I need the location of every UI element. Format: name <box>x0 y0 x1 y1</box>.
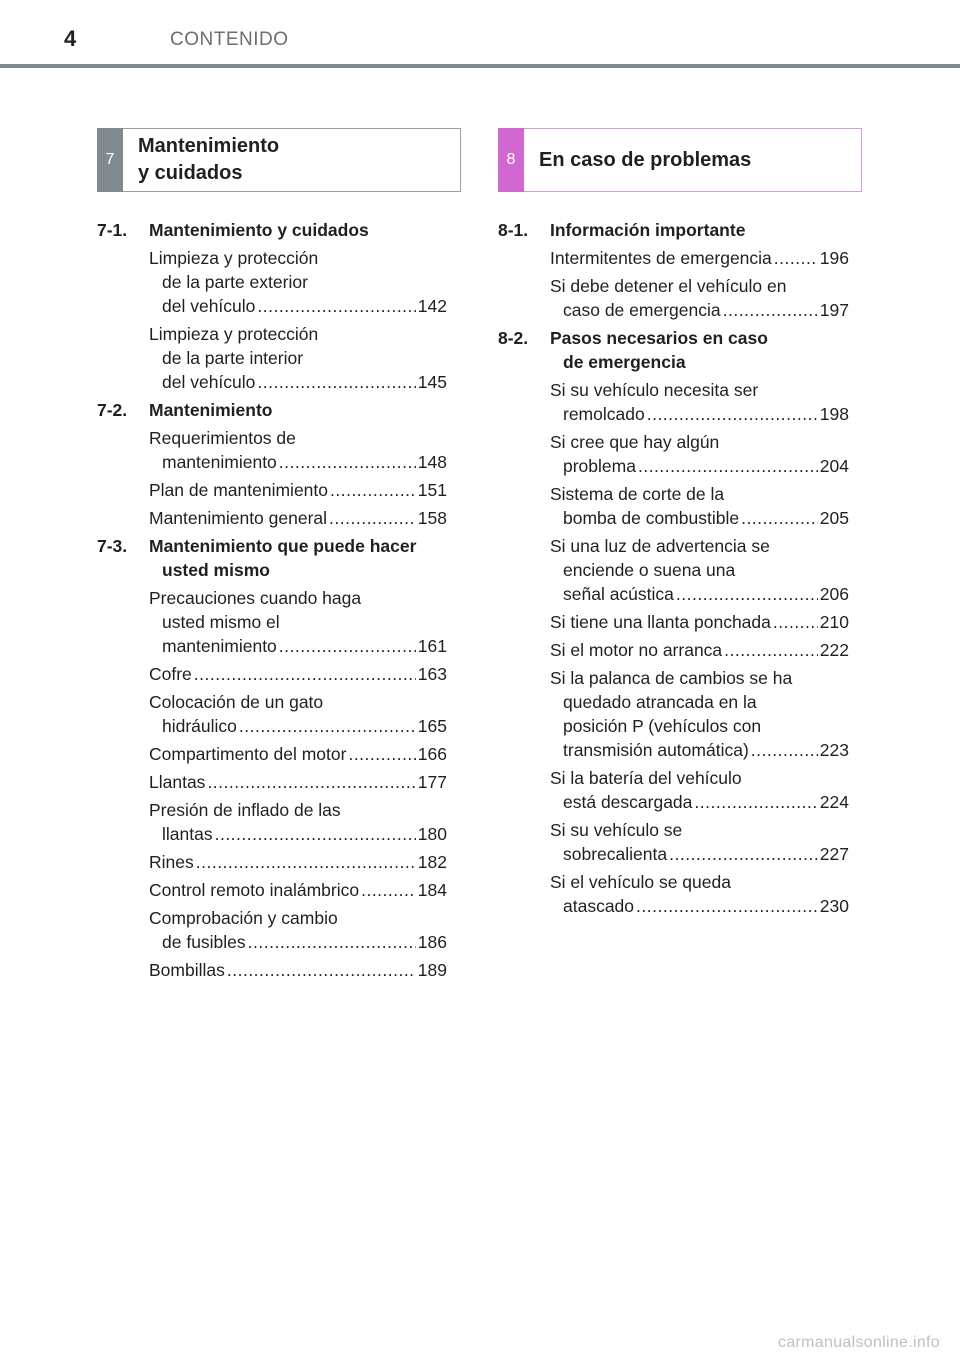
toc-page-number: 151 <box>417 480 447 500</box>
toc-page-number: 197 <box>819 300 849 320</box>
toc-entry-label: del vehículo <box>162 296 256 316</box>
page-number: 4 <box>64 26 77 51</box>
toc-entry-label: Llantas <box>149 772 206 792</box>
toc-entry-label: problema <box>563 456 636 476</box>
subsection-number: 7-2. <box>97 400 128 420</box>
toc-page-number: 206 <box>819 584 849 604</box>
subsection-number: 7-1. <box>97 220 128 240</box>
subsection-title: Mantenimiento y cuidados <box>149 220 369 240</box>
toc-entry-text: Sistema de corte de la <box>550 484 725 504</box>
dot-leader <box>361 878 416 902</box>
toc-entry[interactable] <box>149 246 447 318</box>
toc-entry[interactable] <box>550 378 849 426</box>
toc-entry[interactable] <box>149 662 447 686</box>
subsection-heading[interactable] <box>97 534 447 582</box>
section-8-title: En caso de problemas <box>539 148 752 171</box>
subsection-number: 7-3. <box>97 536 128 556</box>
toc-entry-label: Control remoto inalámbrico <box>149 880 360 900</box>
toc-entry-text: Presión de inflado de las <box>149 800 341 820</box>
dot-leader <box>751 738 818 762</box>
dot-leader <box>348 742 415 766</box>
dot-leader <box>636 894 818 918</box>
dot-leader <box>279 634 416 658</box>
dot-leader <box>194 662 416 686</box>
subsection-title: Información importante <box>550 220 746 240</box>
section-7-contents <box>97 218 447 982</box>
subsection-heading[interactable] <box>97 218 447 242</box>
toc-page-number: 180 <box>417 824 447 844</box>
toc-page-number: 184 <box>417 880 447 900</box>
toc-entry-text: Limpieza y protección de la parte exterior <box>149 248 319 292</box>
toc-entry[interactable] <box>550 610 849 634</box>
section-8-header <box>498 128 862 192</box>
toc-entry-text: Limpieza y protección de la parte interior <box>149 324 319 368</box>
toc-entry-text: Si su vehículo necesita ser <box>550 380 759 400</box>
toc-entry-label: Intermitentes de emergencia <box>550 248 772 268</box>
dot-leader <box>279 450 416 474</box>
toc-entry-text: Si el vehículo se queda <box>550 872 731 892</box>
toc-entry[interactable] <box>149 850 447 874</box>
dot-leader <box>227 958 416 982</box>
subsection-number: 8-1. <box>498 220 529 240</box>
section-7-header <box>97 128 461 192</box>
dot-leader <box>647 402 818 426</box>
toc-entry[interactable] <box>550 246 849 270</box>
toc-entry-label: bomba de combustible <box>563 508 740 528</box>
toc-entry-label: transmisión automática) <box>563 740 749 760</box>
toc-entry[interactable] <box>149 878 447 902</box>
toc-entry[interactable] <box>550 430 849 478</box>
toc-page-number: 163 <box>417 664 447 684</box>
dot-leader <box>248 930 416 954</box>
toc-page-number: 227 <box>819 844 849 864</box>
dot-leader <box>257 370 415 394</box>
toc-entry[interactable] <box>550 638 849 662</box>
toc-page-number: 205 <box>819 508 849 528</box>
dot-leader <box>330 478 416 502</box>
toc-entry-text: Precauciones cuando haga usted mismo el <box>149 588 362 632</box>
toc-entry-text: Si una luz de advertencia se enciende o suena una <box>550 536 770 580</box>
subsection-title: Mantenimiento que puede hacer usted mismo <box>149 536 417 580</box>
toc-entry[interactable] <box>550 870 849 918</box>
toc-entry-label: Bombillas <box>149 960 225 980</box>
header-divider <box>0 64 960 68</box>
section-7-title: Mantenimiento y cuidados <box>138 135 280 184</box>
toc-page-number: 198 <box>819 404 849 424</box>
toc-entry[interactable] <box>550 818 849 866</box>
dot-leader <box>257 294 415 318</box>
dot-leader <box>239 714 416 738</box>
dot-leader <box>741 506 818 530</box>
toc-entry-text: Comprobación y cambio <box>149 908 338 928</box>
toc-page-number: 161 <box>417 636 447 656</box>
toc-page-number: 145 <box>417 372 447 392</box>
dot-leader <box>774 246 818 270</box>
toc-entry[interactable] <box>149 770 447 794</box>
dot-leader <box>329 506 416 530</box>
watermark: carmanualsonline.info <box>778 1334 940 1351</box>
toc-entry-text: Si la batería del vehículo <box>550 768 742 788</box>
toc-page-number: 177 <box>417 772 447 792</box>
toc-entry[interactable] <box>149 690 447 738</box>
dot-leader <box>196 850 416 874</box>
toc-entry-label: de fusibles <box>162 932 246 952</box>
toc-entry[interactable] <box>149 478 447 502</box>
toc-page-number: 223 <box>819 740 849 760</box>
toc-entry-label: llantas <box>162 824 213 844</box>
toc-entry-label: Si tiene una llanta ponchada <box>550 612 771 632</box>
page-header <box>0 0 960 68</box>
toc-page-number: 148 <box>417 452 447 472</box>
toc-page-number: 210 <box>819 612 849 632</box>
toc-entry[interactable] <box>149 322 447 394</box>
toc-entry[interactable] <box>550 482 849 530</box>
toc-entry[interactable] <box>149 742 447 766</box>
subsection-heading[interactable] <box>498 218 849 242</box>
toc-entry[interactable] <box>149 906 447 954</box>
toc-entry-text: Colocación de un gato <box>149 692 324 712</box>
dot-leader <box>694 790 817 814</box>
toc-entry[interactable] <box>550 534 849 606</box>
toc-page-number: 186 <box>417 932 447 952</box>
toc-entry[interactable] <box>149 586 447 658</box>
toc-entry[interactable] <box>550 274 849 322</box>
toc-entry-label: Compartimento del motor <box>149 744 347 764</box>
section-7-tab: 7 <box>97 128 123 192</box>
dot-leader <box>724 638 818 662</box>
toc-page-number: 224 <box>819 792 849 812</box>
toc-entry[interactable] <box>149 798 447 846</box>
toc-page-number: 196 <box>819 248 849 268</box>
toc-entry[interactable] <box>550 666 849 762</box>
section-8-contents <box>498 218 849 918</box>
toc-page-number: 158 <box>417 508 447 528</box>
toc-entry-text: Si debe detener el vehículo en <box>550 276 787 296</box>
toc-entry-label: remolcado <box>563 404 645 424</box>
toc-entry-text: Requerimientos de <box>149 428 296 448</box>
toc-page-number: 204 <box>819 456 849 476</box>
toc-entry-label: mantenimiento <box>162 452 277 472</box>
toc-page-number: 182 <box>417 852 447 872</box>
toc-entry-label: hidráulico <box>162 716 237 736</box>
subsection-title: Pasos necesarios en caso de emergencia <box>550 328 768 372</box>
section-8-tab: 8 <box>498 128 524 192</box>
toc-entry-label: sobrecalienta <box>563 844 668 864</box>
toc-entry-label: del vehículo <box>162 372 256 392</box>
dot-leader <box>207 770 415 794</box>
toc-entry-label: señal acústica <box>563 584 674 604</box>
toc-page-number: 166 <box>417 744 447 764</box>
toc-page-number: 189 <box>417 960 447 980</box>
toc-page-number: 165 <box>417 716 447 736</box>
dot-leader <box>676 582 818 606</box>
subsection-title: Mantenimiento <box>149 400 273 420</box>
dot-leader <box>723 298 818 322</box>
dot-leader <box>773 610 818 634</box>
toc-entry-text: Si cree que hay algún <box>550 432 720 452</box>
page-title: CONTENIDO <box>170 29 289 50</box>
toc-entry-label: está descargada <box>563 792 693 812</box>
dot-leader <box>215 822 416 846</box>
subsection-heading[interactable] <box>97 398 447 422</box>
toc-entry-label: Cofre <box>149 664 192 684</box>
dot-leader <box>638 454 818 478</box>
toc-entry-label: Rines <box>149 852 194 872</box>
toc-entry-label: Plan de mantenimiento <box>149 480 328 500</box>
toc-entry-text: Si la palanca de cambios se ha quedado atrancada en la posición P (vehículos con <box>550 668 793 736</box>
toc-page-number: 142 <box>417 296 447 316</box>
subsection-heading[interactable] <box>498 326 849 374</box>
toc-entry[interactable] <box>149 426 447 474</box>
toc-entry-label: Mantenimiento general <box>149 508 328 528</box>
toc-entry-label: Si el motor no arranca <box>550 640 723 660</box>
toc-entry-label: atascado <box>563 896 635 916</box>
toc-entry[interactable] <box>550 766 849 814</box>
subsection-number: 8-2. <box>498 328 529 348</box>
toc-entry[interactable] <box>149 958 447 982</box>
toc-entry-label: caso de emergencia <box>563 300 721 320</box>
toc-page-number: 222 <box>819 640 849 660</box>
toc-page-number: 230 <box>819 896 849 916</box>
toc-entry[interactable] <box>149 506 447 530</box>
toc-entry-text: Si su vehículo se <box>550 820 683 840</box>
toc-entry-label: mantenimiento <box>162 636 277 656</box>
dot-leader <box>669 842 818 866</box>
